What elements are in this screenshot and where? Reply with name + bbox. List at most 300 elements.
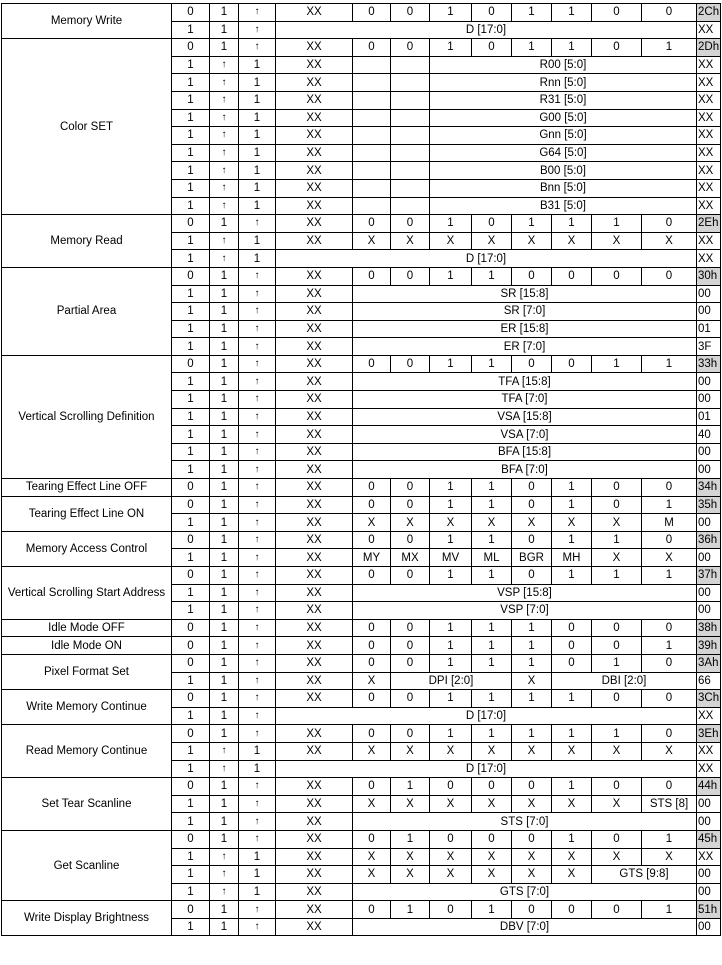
bit-d0-cell: 1: [642, 496, 697, 514]
bit-d2-cell: 1: [552, 479, 592, 497]
bit-d2-cell: X: [552, 514, 592, 532]
d17-8-cell: XX: [276, 654, 353, 672]
rdx-cell: 1: [210, 830, 239, 848]
bit-d6-cell: 0: [391, 725, 430, 743]
bit-d6-cell: 1: [391, 830, 430, 848]
bit-d4-cell: 0: [472, 215, 512, 233]
param-span-cell: SR [15:8]: [353, 285, 697, 303]
rdx-cell: 1: [210, 496, 239, 514]
command-code-hex: 2Ch: [697, 4, 721, 22]
wrx-cell: ↑: [239, 320, 276, 338]
bit-d6-cell: 0: [391, 39, 430, 57]
command-name: Write Display Brightness: [2, 901, 172, 936]
bit-d7-cell: 0: [353, 39, 391, 57]
default-value-hex: 00: [697, 795, 721, 813]
bit-d0-cell: 0: [642, 215, 697, 233]
bit-d0-cell: 0: [642, 725, 697, 743]
param-span-cell: GTS [7:0]: [353, 883, 697, 901]
lut-span-cell: Bnn [5:0]: [430, 179, 697, 197]
bit-d5-cell: 1: [430, 567, 472, 585]
d17-8-cell: XX: [276, 373, 353, 391]
dcx-cell: 1: [172, 584, 210, 602]
rdx-cell: ↑: [210, 56, 239, 74]
wrx-cell: ↑: [239, 531, 276, 549]
bit-d1-cell: 0: [592, 479, 642, 497]
bit-d6-cell: 0: [391, 531, 430, 549]
d17-8-cell: XX: [276, 144, 353, 162]
dcx-cell: 0: [172, 830, 210, 848]
bit-d5-cell: 1: [430, 725, 472, 743]
bit-d7-cell: 0: [353, 901, 391, 919]
d17-8-cell: XX: [276, 74, 353, 92]
lut-span-cell: G64 [5:0]: [430, 144, 697, 162]
bit-d4-cell: X: [472, 795, 512, 813]
bit-d4-cell: 1: [472, 355, 512, 373]
bit-d7-cell: MY: [353, 549, 391, 567]
bit-d0-cell: 0: [642, 267, 697, 285]
wrx-cell: ↑: [239, 391, 276, 409]
bit-d0-cell: STS [8]: [642, 795, 697, 813]
rdx-cell: ↑: [210, 848, 239, 866]
command-code-hex: 2Dh: [697, 39, 721, 57]
bit-d4-cell: 1: [472, 901, 512, 919]
data-span-cell: D [17:0]: [276, 707, 697, 725]
blank-cell: [391, 56, 430, 74]
rdx-cell: 1: [210, 215, 239, 233]
wrx-cell: 1: [239, 866, 276, 884]
wrx-cell: 1: [239, 250, 276, 268]
bit-d2-cell: 1: [552, 4, 592, 22]
bit-d5-cell: 1: [430, 39, 472, 57]
wrx-cell: ↑: [239, 690, 276, 708]
bit-d4-cell: 1: [472, 637, 512, 655]
bit-d6-cell: 1: [391, 901, 430, 919]
d17-8-cell: XX: [276, 408, 353, 426]
dcx-cell: 1: [172, 602, 210, 620]
d17-8-cell: XX: [276, 901, 353, 919]
bit-d0-cell: 0: [642, 690, 697, 708]
dcx-cell: 0: [172, 479, 210, 497]
default-value-hex: 00: [697, 549, 721, 567]
param-span-cell: BFA [15:8]: [353, 443, 697, 461]
wrx-cell: ↑: [239, 901, 276, 919]
bit-d3-cell: X: [512, 795, 552, 813]
wrx-cell: ↑: [239, 725, 276, 743]
bit-group-cell: DBI [2:0]: [552, 672, 697, 690]
default-value-hex: XX: [697, 144, 721, 162]
wrx-cell: ↑: [239, 426, 276, 444]
command-name: Vertical Scrolling Start Address: [2, 567, 172, 620]
lut-span-cell: R31 [5:0]: [430, 91, 697, 109]
bit-d0-cell: X: [642, 232, 697, 250]
table-row: [2, 725, 721, 743]
dcx-cell: 0: [172, 215, 210, 233]
dcx-cell: 0: [172, 654, 210, 672]
wrx-cell: ↑: [239, 813, 276, 831]
rdx-cell: ↑: [210, 866, 239, 884]
bit-d7-cell: X: [353, 514, 391, 532]
bit-d7-cell: 0: [353, 725, 391, 743]
bit-d2-cell: 1: [552, 496, 592, 514]
bit-d1-cell: 1: [592, 654, 642, 672]
wrx-cell: 1: [239, 179, 276, 197]
d17-8-cell: XX: [276, 285, 353, 303]
dcx-cell: 1: [172, 918, 210, 936]
default-value-hex: 00: [697, 514, 721, 532]
dcx-cell: 1: [172, 443, 210, 461]
d17-8-cell: XX: [276, 127, 353, 145]
command-code-hex: 51h: [697, 901, 721, 919]
wrx-cell: ↑: [239, 338, 276, 356]
bit-group-cell: X: [391, 866, 430, 884]
bit-d6-cell: 1: [391, 778, 430, 796]
bit-d6-cell: 0: [391, 267, 430, 285]
d17-8-cell: XX: [276, 338, 353, 356]
command-name: Memory Access Control: [2, 531, 172, 566]
rdx-cell: 1: [210, 303, 239, 321]
bit-d3-cell: 1: [512, 637, 552, 655]
bit-d0-cell: 0: [642, 4, 697, 22]
bit-d7-cell: 0: [353, 355, 391, 373]
param-span-cell: TFA [7:0]: [353, 391, 697, 409]
lut-span-cell: Rnn [5:0]: [430, 74, 697, 92]
bit-d5-cell: X: [430, 742, 472, 760]
rdx-cell: 1: [210, 461, 239, 479]
bit-d4-cell: 1: [472, 496, 512, 514]
bit-d6-cell: 0: [391, 619, 430, 637]
bit-d1-cell: 0: [592, 690, 642, 708]
rdx-cell: 1: [210, 567, 239, 585]
dcx-cell: 0: [172, 567, 210, 585]
d17-8-cell: XX: [276, 848, 353, 866]
blank-cell: [391, 74, 430, 92]
bit-d2-cell: 0: [552, 637, 592, 655]
table-row: [2, 901, 721, 919]
bit-d5-cell: X: [430, 795, 472, 813]
bit-d5-cell: 1: [430, 637, 472, 655]
dcx-cell: 0: [172, 531, 210, 549]
bit-group-cell: X: [430, 866, 472, 884]
bit-d1-cell: 0: [592, 901, 642, 919]
bit-d5-cell: 1: [430, 267, 472, 285]
dcx-cell: 1: [172, 408, 210, 426]
d17-8-cell: XX: [276, 39, 353, 57]
command-name: Color SET: [2, 39, 172, 215]
param-span-cell: VSA [15:8]: [353, 408, 697, 426]
bit-d4-cell: X: [472, 742, 512, 760]
dcx-cell: 0: [172, 355, 210, 373]
d17-8-cell: XX: [276, 918, 353, 936]
command-code-hex: 35h: [697, 496, 721, 514]
bit-d1-cell: 0: [592, 4, 642, 22]
command-name: Memory Write: [2, 4, 172, 39]
command-name: Read Memory Continue: [2, 725, 172, 778]
rdx-cell: 1: [210, 725, 239, 743]
bit-group-cell: X: [353, 672, 391, 690]
bit-d2-cell: 0: [552, 619, 592, 637]
default-value-hex: 3F: [697, 338, 721, 356]
table-row: [2, 778, 721, 796]
rdx-cell: 1: [210, 778, 239, 796]
wrx-cell: ↑: [239, 267, 276, 285]
default-value-hex: 66: [697, 672, 721, 690]
wrx-cell: ↑: [239, 637, 276, 655]
rdx-cell: ↑: [210, 109, 239, 127]
dcx-cell: 0: [172, 496, 210, 514]
default-value-hex: 00: [697, 285, 721, 303]
bit-d2-cell: 1: [552, 531, 592, 549]
bit-d4-cell: X: [472, 232, 512, 250]
dcx-cell: 1: [172, 109, 210, 127]
bit-d0-cell: M: [642, 514, 697, 532]
bit-d5-cell: 1: [430, 355, 472, 373]
default-value-hex: XX: [697, 74, 721, 92]
bit-d6-cell: X: [391, 742, 430, 760]
bit-d3-cell: 0: [512, 567, 552, 585]
bit-d7-cell: 0: [353, 637, 391, 655]
bit-d0-cell: 1: [642, 637, 697, 655]
bit-d7-cell: 0: [353, 830, 391, 848]
bit-d3-cell: X: [512, 848, 552, 866]
d17-8-cell: XX: [276, 443, 353, 461]
dcx-cell: 1: [172, 162, 210, 180]
bit-d1-cell: 1: [592, 567, 642, 585]
command-code-hex: 30h: [697, 267, 721, 285]
bit-d0-cell: 1: [642, 39, 697, 57]
bit-d5-cell: 0: [430, 830, 472, 848]
command-code-hex: 3Ch: [697, 690, 721, 708]
default-value-hex: 01: [697, 408, 721, 426]
bit-d0-cell: 0: [642, 479, 697, 497]
bit-d2-cell: 0: [552, 654, 592, 672]
wrx-cell: 1: [239, 742, 276, 760]
rdx-cell: 1: [210, 39, 239, 57]
wrx-cell: ↑: [239, 408, 276, 426]
wrx-cell: 1: [239, 109, 276, 127]
blank-cell: [391, 162, 430, 180]
default-value-hex: XX: [697, 127, 721, 145]
dcx-cell: 0: [172, 637, 210, 655]
default-value-hex: XX: [697, 91, 721, 109]
dcx-cell: 0: [172, 901, 210, 919]
wrx-cell: ↑: [239, 443, 276, 461]
rdx-cell: 1: [210, 918, 239, 936]
d17-8-cell: XX: [276, 91, 353, 109]
wrx-cell: ↑: [239, 479, 276, 497]
d17-8-cell: XX: [276, 514, 353, 532]
d17-8-cell: XX: [276, 602, 353, 620]
d17-8-cell: XX: [276, 391, 353, 409]
bit-d4-cell: 0: [472, 4, 512, 22]
bit-d0-cell: 1: [642, 355, 697, 373]
command-code-hex: 3Eh: [697, 725, 721, 743]
bit-d7-cell: 0: [353, 690, 391, 708]
d17-8-cell: XX: [276, 215, 353, 233]
wrx-cell: 1: [239, 760, 276, 778]
bit-d1-cell: 1: [592, 215, 642, 233]
rdx-cell: 1: [210, 549, 239, 567]
d17-8-cell: XX: [276, 567, 353, 585]
param-span-cell: VSP [15:8]: [353, 584, 697, 602]
default-value-hex: XX: [697, 707, 721, 725]
d17-8-cell: XX: [276, 232, 353, 250]
bit-d5-cell: 1: [430, 619, 472, 637]
dcx-cell: 1: [172, 760, 210, 778]
default-value-hex: 00: [697, 602, 721, 620]
bit-d3-cell: 1: [512, 690, 552, 708]
wrx-cell: ↑: [239, 215, 276, 233]
d17-8-cell: XX: [276, 584, 353, 602]
d17-8-cell: XX: [276, 496, 353, 514]
command-name: Tearing Effect Line OFF: [2, 479, 172, 497]
default-value-hex: XX: [697, 232, 721, 250]
rdx-cell: 1: [210, 373, 239, 391]
dcx-cell: 0: [172, 267, 210, 285]
bit-d2-cell: 0: [552, 267, 592, 285]
d17-8-cell: XX: [276, 162, 353, 180]
bit-d1-cell: X: [592, 514, 642, 532]
bit-d3-cell: X: [512, 232, 552, 250]
default-value-hex: XX: [697, 197, 721, 215]
command-name: Vertical Scrolling Definition: [2, 355, 172, 478]
command-code-hex: 38h: [697, 619, 721, 637]
table-row: [2, 637, 721, 655]
d17-8-cell: XX: [276, 426, 353, 444]
bit-d4-cell: 0: [472, 830, 512, 848]
rdx-cell: 1: [210, 285, 239, 303]
blank-cell: [353, 144, 391, 162]
bit-d4-cell: 1: [472, 725, 512, 743]
data-span-cell: D [17:0]: [276, 760, 697, 778]
d17-8-cell: XX: [276, 179, 353, 197]
bit-d1-cell: X: [592, 848, 642, 866]
d17-8-cell: XX: [276, 320, 353, 338]
bit-d3-cell: 0: [512, 901, 552, 919]
wrx-cell: ↑: [239, 654, 276, 672]
default-value-hex: XX: [697, 21, 721, 39]
command-code-hex: 33h: [697, 355, 721, 373]
d17-8-cell: XX: [276, 109, 353, 127]
default-value-hex: XX: [697, 179, 721, 197]
command-code-hex: 44h: [697, 778, 721, 796]
lut-span-cell: Gnn [5:0]: [430, 127, 697, 145]
rdx-cell: ↑: [210, 760, 239, 778]
bit-d3-cell: 1: [512, 4, 552, 22]
bit-d0-cell: 1: [642, 901, 697, 919]
rdx-cell: ↑: [210, 74, 239, 92]
bit-d2-cell: X: [552, 742, 592, 760]
bit-d5-cell: 1: [430, 4, 472, 22]
param-span-cell: VSA [7:0]: [353, 426, 697, 444]
bit-d0-cell: 0: [642, 778, 697, 796]
dcx-cell: 0: [172, 619, 210, 637]
wrx-cell: ↑: [239, 672, 276, 690]
d17-8-cell: XX: [276, 866, 353, 884]
bit-d7-cell: X: [353, 232, 391, 250]
blank-cell: [391, 197, 430, 215]
data-span-cell: D [17:0]: [276, 250, 697, 268]
bit-d3-cell: X: [512, 742, 552, 760]
d17-8-cell: XX: [276, 742, 353, 760]
rdx-cell: 1: [210, 584, 239, 602]
dcx-cell: 1: [172, 373, 210, 391]
blank-cell: [353, 127, 391, 145]
bit-d1-cell: 0: [592, 619, 642, 637]
dcx-cell: 1: [172, 21, 210, 39]
rdx-cell: ↑: [210, 127, 239, 145]
wrx-cell: ↑: [239, 778, 276, 796]
dcx-cell: 1: [172, 303, 210, 321]
wrx-cell: ↑: [239, 285, 276, 303]
bit-d4-cell: 1: [472, 654, 512, 672]
bit-d2-cell: 1: [552, 778, 592, 796]
command-name: Write Memory Continue: [2, 690, 172, 725]
bit-group-cell: DPI [2:0]: [391, 672, 512, 690]
blank-cell: [353, 179, 391, 197]
default-value-hex: 00: [697, 866, 721, 884]
bit-d3-cell: BGR: [512, 549, 552, 567]
bit-d3-cell: 0: [512, 355, 552, 373]
bit-d6-cell: 0: [391, 496, 430, 514]
d17-8-cell: XX: [276, 637, 353, 655]
bit-d6-cell: 0: [391, 654, 430, 672]
wrx-cell: 1: [239, 56, 276, 74]
d17-8-cell: XX: [276, 830, 353, 848]
bit-d0-cell: X: [642, 742, 697, 760]
default-value-hex: 00: [697, 461, 721, 479]
command-name: Idle Mode OFF: [2, 619, 172, 637]
table-row: [2, 567, 721, 585]
dcx-cell: 1: [172, 179, 210, 197]
wrx-cell: ↑: [239, 549, 276, 567]
bit-d6-cell: X: [391, 232, 430, 250]
bit-d2-cell: 1: [552, 725, 592, 743]
command-code-hex: 3Ah: [697, 654, 721, 672]
d17-8-cell: XX: [276, 883, 353, 901]
bit-d7-cell: 0: [353, 479, 391, 497]
default-value-hex: 00: [697, 813, 721, 831]
rdx-cell: 1: [210, 355, 239, 373]
d17-8-cell: XX: [276, 672, 353, 690]
bit-d5-cell: MV: [430, 549, 472, 567]
bit-d5-cell: X: [430, 514, 472, 532]
dcx-cell: 1: [172, 813, 210, 831]
command-code-hex: 34h: [697, 479, 721, 497]
bit-d2-cell: 1: [552, 567, 592, 585]
blank-cell: [391, 127, 430, 145]
wrx-cell: 1: [239, 232, 276, 250]
rdx-cell: 1: [210, 707, 239, 725]
dcx-cell: 1: [172, 742, 210, 760]
d17-8-cell: XX: [276, 619, 353, 637]
default-value-hex: XX: [697, 742, 721, 760]
rdx-cell: 1: [210, 4, 239, 22]
bit-d7-cell: 0: [353, 567, 391, 585]
command-table: [1, 3, 721, 936]
wrx-cell: 1: [239, 91, 276, 109]
bit-d4-cell: 1: [472, 267, 512, 285]
param-span-cell: ER [15:8]: [353, 320, 697, 338]
bit-d7-cell: X: [353, 742, 391, 760]
bit-d2-cell: X: [552, 848, 592, 866]
bit-d3-cell: 0: [512, 531, 552, 549]
bit-d5-cell: 0: [430, 778, 472, 796]
bit-group-cell: X: [472, 866, 512, 884]
dcx-cell: 1: [172, 461, 210, 479]
bit-d7-cell: X: [353, 848, 391, 866]
bit-d1-cell: X: [592, 549, 642, 567]
wrx-cell: ↑: [239, 567, 276, 585]
